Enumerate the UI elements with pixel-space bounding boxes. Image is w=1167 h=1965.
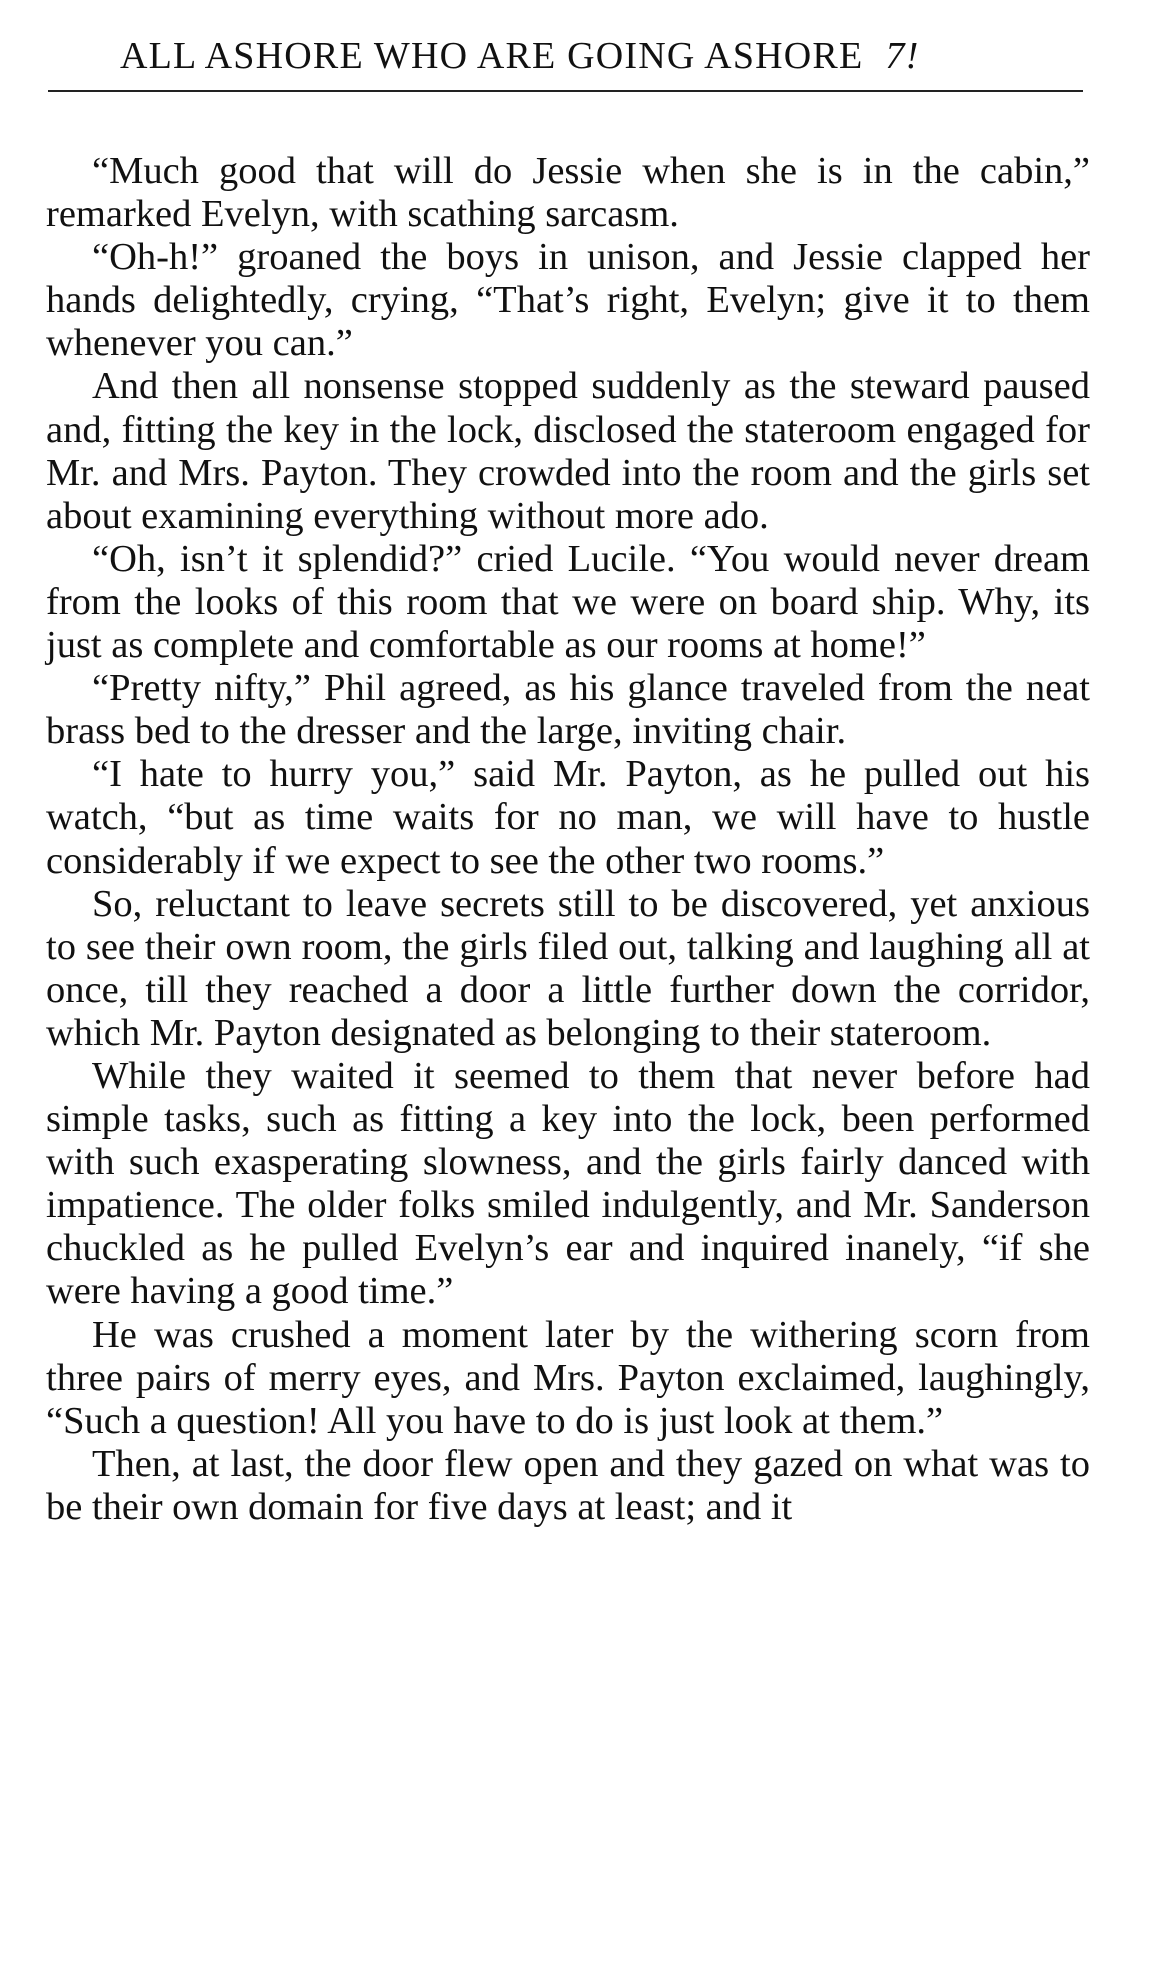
page-number: 7! <box>885 35 920 77</box>
paragraph: “I hate to hurry you,” said Mr. Payton, as he pulled out his watch, “but as time waits for no man, we will have to hustle considerably if we expect to see the other two rooms.” <box>46 753 1090 882</box>
header-rule <box>48 90 1083 92</box>
paragraph: While they waited it seemed to them that never before had simple tasks, such as fitting a key into the lock, been performed with such exasperating slowness, and the girls fairly danced with impatience. The older folks smiled indulgently, and Mr. Sanderson chuckled as he pulled Evelyn’s ear and inquired inanely, “if she were having a good time.” <box>46 1054 1090 1313</box>
paragraph: “Pretty nifty,” Phil agreed, as his glance traveled from the neat brass bed to the dresser and the large, inviting chair. <box>46 667 1090 753</box>
running-header <box>120 34 1080 78</box>
paragraph: “Oh-h!” groaned the boys in unison, and Jessie clapped her hands delightedly, crying, “That’s right, Evelyn; give it to them whenever you can.” <box>46 236 1090 365</box>
paragraph: “Much good that will do Jessie when she is in the cabin,” remarked Evelyn, with scathing sarcasm. <box>46 150 1090 236</box>
paragraph: He was crushed a moment later by the withering scorn from three pairs of merry eyes, and Mrs. Payton exclaimed, laughingly, “Such a question! All you have to do is just look at them.” <box>46 1313 1090 1442</box>
body-text <box>46 150 1090 1529</box>
paragraph: So, reluctant to leave secrets still to be discovered, yet anxious to see their own room, the girls filed out, talking and laughing all at once, till they reached a door a little further down the corridor, which Mr. Payton designated as belonging to their stateroom. <box>46 882 1090 1054</box>
paragraph: And then all nonsense stopped suddenly as the steward paused and, fitting the key in the lock, disclosed the stateroom engaged for Mr. and Mrs. Payton. They crowded into the room and the girls set about examining everything without more ado. <box>46 365 1090 537</box>
chapter-title: ALL ASHORE WHO ARE GOING ASHORE <box>120 35 864 77</box>
paragraph: “Oh, isn’t it splendid?” cried Lucile. “You would never dream from the looks of this room that we were on board ship. Why, its just as complete and comfortable as our rooms at home!” <box>46 537 1090 667</box>
paragraph: Then, at last, the door flew open and they gazed on what was to be their own domain for five days at least; and it <box>46 1442 1090 1528</box>
